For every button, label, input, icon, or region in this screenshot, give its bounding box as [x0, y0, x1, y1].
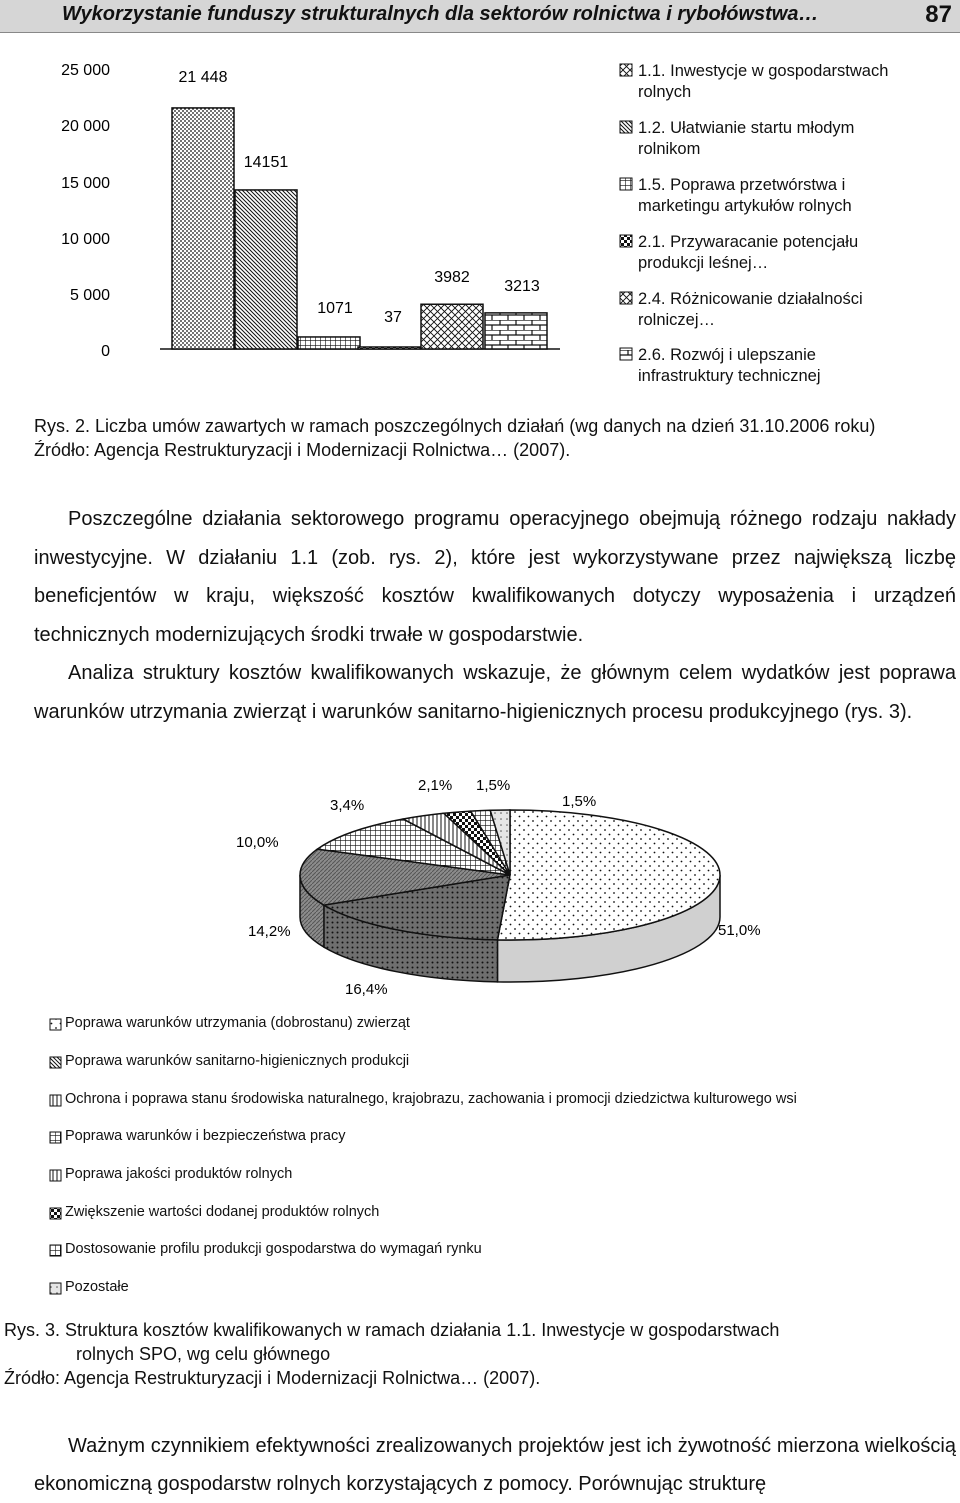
legend-swatch: [50, 1019, 61, 1030]
legend-item: Poprawa warunków sanitarno-higienicznych produkcji: [65, 1053, 410, 1069]
bar-data-label: 21 448: [178, 69, 228, 86]
bar-data-label: 1071: [317, 300, 353, 317]
pie-label-51: 51,0%: [718, 922, 761, 939]
legend-item: Dostosowanie profilu produkcji gospodarstwa do wymagań rynku: [65, 1241, 482, 1257]
bar-1.2: [235, 190, 297, 349]
y-tick-label: 0: [101, 343, 110, 360]
y-tick-label: 15 000: [61, 175, 110, 192]
legend-item: 1.5. Poprawa przetwórstwa i marketingu artykułów rolnych: [638, 176, 852, 215]
legend-swatch: [50, 1132, 61, 1143]
bar-1.1: [172, 108, 234, 349]
body-text-continued: [34, 1427, 956, 1503]
legend-item: Poprawa warunków i bezpieczeństwa pracy: [65, 1128, 346, 1144]
bar-legend-swatches: [620, 64, 632, 360]
bar-2.6: [485, 313, 547, 349]
figure-3-caption: [4, 1318, 954, 1390]
y-tick-label: 10 000: [61, 231, 110, 248]
legend-item: Ochrona i poprawa stanu środowiska naturalnego, krajobrazu, zachowania i promocji dziedzictwa kulturowego wsi: [65, 1091, 797, 1107]
figure-3-caption-line: rolnych SPO, wg celu głównego: [76, 1344, 331, 1364]
legend-swatch: [620, 348, 632, 360]
bar-chart: [61, 62, 632, 360]
paragraph-1: Poszczególne działania sektorowego programu operacyjnego obejmują różnego rodzaju nakłady inwestycyjne. W działaniu 1.1 (zob. rys. 2), które jest wykorzystywane przez największą liczbę beneficjentów w kraju, większość kosztów kwalifikowanych dotyczy wyposażenia i urządzeń technicznych modernizujących środki trwałe w gospodarstwie.: [34, 508, 956, 646]
legend-swatch: [50, 1170, 61, 1181]
figure-2-caption-line: Rys. 2. Liczba umów zawartych w ramach poszczególnych działań (wg danych na dzień 31.10.2006 roku): [34, 416, 876, 436]
pie-label-1-5b: 1,5%: [562, 793, 597, 810]
legend-item: Poprawa jakości produktów rolnych: [65, 1166, 293, 1182]
pie-label-2-1: 2,1%: [418, 777, 453, 794]
pie-label-1-5a: 1,5%: [476, 777, 511, 794]
pie-label-3-4: 3,4%: [330, 797, 365, 814]
legend-swatch: [620, 121, 632, 133]
figure-2-caption: [34, 414, 954, 462]
body-text: [34, 500, 956, 731]
pie-legend-swatches: [50, 1019, 61, 1294]
legend-item: 1.1. Inwestycje w gospodarstwach rolnych: [638, 62, 889, 101]
legend-item: 2.6. Rozwój i ulepszanie infrastruktury technicznej: [638, 346, 821, 385]
y-tick-label: 20 000: [61, 118, 110, 135]
legend-swatch: [50, 1283, 61, 1294]
y-tick-label: 5 000: [69, 287, 110, 304]
bar-chart-y-ticks: [61, 62, 110, 360]
legend-swatch: [620, 178, 632, 190]
bar-data-label: 37: [384, 309, 402, 326]
legend-swatch: [620, 235, 632, 247]
bars: [172, 108, 547, 349]
running-header-title: Wykorzystanie funduszy strukturalnych dla sektorów rolnictwa i rybołówstwa…: [62, 3, 819, 25]
y-tick-label: 25 000: [61, 62, 110, 79]
paragraph-2: Analiza struktury kosztów kwalifikowanych wskazuje, że głównym celem wydatków jest poprawa warunków utrzymania zwierząt i warunków sanitarno-higienicznych procesu produkcyjnego (rys. 3).: [34, 662, 956, 723]
legend-item: Poprawa warunków utrzymania (dobrostanu) zwierząt: [65, 1015, 410, 1031]
legend-swatch: [50, 1095, 61, 1106]
legend-swatch: [620, 64, 632, 76]
page-number: 87: [925, 1, 952, 28]
legend-item: 2.1. Przywaracanie potencjału produkcji leśnej…: [638, 233, 859, 272]
figure-3-source: Źródło: Agencja Restrukturyzacji i Modernizacji Rolnictwa… (2007).: [4, 1368, 541, 1388]
bar-2.1: [358, 347, 420, 349]
bar-data-label: 3982: [434, 269, 470, 286]
pie-top: [300, 810, 720, 940]
legend-swatch: [50, 1208, 61, 1219]
bar-data-label: 14151: [243, 154, 289, 171]
legend-item: 1.2. Ułatwianie startu młodym rolnikom: [638, 119, 855, 158]
legend-item: Zwiększenie wartości dodanej produktów rolnych: [65, 1204, 380, 1220]
legend-item: Pozostałe: [65, 1279, 129, 1295]
bar-data-label: 3213: [504, 278, 540, 295]
legend-swatch: [620, 292, 632, 304]
legend-item: 2.4. Różnicowanie działalności rolniczej…: [638, 290, 863, 329]
figure-3-caption-line: Rys. 3. Struktura kosztów kwalifikowanych w ramach działania 1.1. Inwestycje w gospodarstwach: [4, 1320, 780, 1340]
pie-label-16: 16,4%: [345, 981, 388, 998]
pie-label-10: 10,0%: [236, 834, 279, 851]
bar-2.4: [421, 304, 483, 349]
pie-label-14: 14,2%: [248, 923, 291, 940]
figure-2-source: Źródło: Agencja Restrukturyzacji i Modernizacji Rolnictwa… (2007).: [34, 440, 571, 460]
paragraph-3: Ważnym czynnikiem efektywności zrealizowanych projektów jest ich żywotność mierzona wielkością ekonomiczną gospodarstw rolnych korzystających z pomocy. Porównując strukturę: [34, 1435, 956, 1495]
legend-swatch: [50, 1057, 61, 1068]
legend-swatch: [50, 1245, 61, 1256]
bar-1.5: [298, 337, 360, 349]
